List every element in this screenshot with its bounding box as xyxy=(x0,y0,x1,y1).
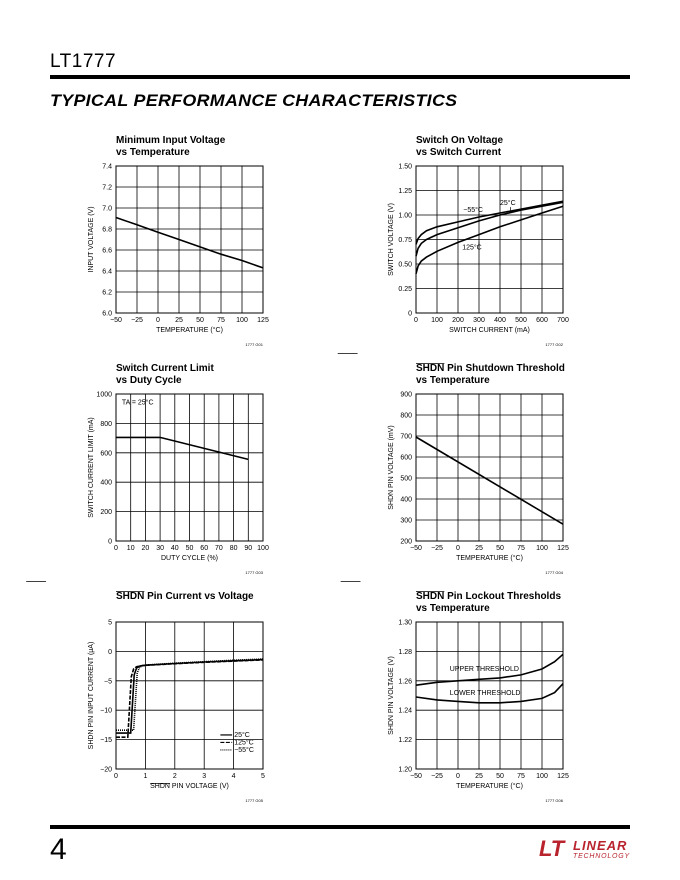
y-tick-label: 0.75 xyxy=(398,237,412,244)
y-tick-label: 500 xyxy=(400,475,412,483)
x-axis-label: DUTY CYCLE (%) xyxy=(160,555,219,562)
y-tick-label: 300 xyxy=(400,517,412,525)
x-tick-label: −50 xyxy=(410,773,422,780)
x-tick-label: 700 xyxy=(557,317,569,324)
legend-label: 25°C xyxy=(234,732,250,740)
logo-subtitle: TECHNOLOGY xyxy=(573,853,631,860)
y-tick-label: 6.6 xyxy=(102,247,112,255)
gridlines xyxy=(416,166,563,313)
y-tick-label: 5 xyxy=(108,619,112,627)
x-tick-label: 4 xyxy=(231,773,236,780)
series-line xyxy=(416,202,563,256)
y-tick-label: 0 xyxy=(108,648,112,656)
y-tick-label: 0.25 xyxy=(398,286,412,293)
y-tick-label: 600 xyxy=(400,454,412,462)
x-tick-label: −25 xyxy=(431,773,443,780)
plot-frame xyxy=(416,394,563,541)
y-tick-label: 7.4 xyxy=(102,163,112,171)
y-tick-label: 1.28 xyxy=(398,648,412,656)
y-axis-label: SHDN PIN INPUT CURRENT (µA) xyxy=(88,641,95,750)
y-axis-label: INPUT VOLTAGE (V) xyxy=(88,206,95,273)
x-tick-label: 70 xyxy=(215,545,223,552)
gridlines xyxy=(416,394,563,541)
x-tick-label: 100 xyxy=(536,773,548,780)
chart-title-line: SHDN Pin Shutdown Threshold xyxy=(416,363,565,374)
figure-code: 1777 G05 xyxy=(245,798,263,803)
y-tick-label: 200 xyxy=(400,538,412,546)
x-tick-label: 20 xyxy=(141,545,150,552)
annotation-label: TA = 25°C xyxy=(121,399,154,407)
chart-title-line: SHDN Pin Current vs Voltage xyxy=(116,591,254,602)
gridlines xyxy=(116,166,263,313)
y-tick-label: 1.26 xyxy=(398,678,412,686)
legend-label: −55°C xyxy=(234,747,254,755)
y-tick-label: 7.2 xyxy=(102,184,112,192)
series-line xyxy=(116,660,263,734)
annotation-label: UPPER THRESHOLD xyxy=(449,666,519,674)
logo-wordmark: LINEAR xyxy=(573,838,628,853)
x-tick-label: 100 xyxy=(236,317,248,324)
x-tick-label: 30 xyxy=(156,545,164,552)
x-tick-label: 3 xyxy=(202,773,207,780)
annotation-label: 125°C xyxy=(462,244,482,252)
y-tick-label: 1.30 xyxy=(398,619,412,627)
y-tick-label: 6.8 xyxy=(102,226,112,234)
y-tick-label: −10 xyxy=(100,707,112,715)
x-tick-label: 25 xyxy=(475,545,483,552)
y-tick-label: 7.0 xyxy=(102,205,112,213)
y-tick-label: 1.20 xyxy=(398,766,412,774)
x-tick-label: 75 xyxy=(517,773,525,780)
chart-title-line: Switch Current Limit xyxy=(116,363,214,374)
x-tick-label: 5 xyxy=(261,773,265,780)
x-tick-label: 125 xyxy=(557,545,569,552)
annotation-label: 25°C xyxy=(500,200,516,208)
y-tick-label: 800 xyxy=(100,420,112,428)
x-tick-label: 500 xyxy=(515,317,527,324)
y-axis-label: SWITCH CURRENT LIMIT (mA) xyxy=(88,417,95,518)
x-tick-label: 0 xyxy=(114,773,118,780)
x-tick-label: −50 xyxy=(110,317,122,324)
x-tick-label: 1 xyxy=(143,773,148,780)
figure-code: 1777 G02 xyxy=(545,342,563,347)
figure-code: 1777 G04 xyxy=(545,570,563,575)
linear-technology-logo xyxy=(539,836,634,866)
x-tick-label: −25 xyxy=(131,317,143,324)
chart-switch-on-voltage xyxy=(380,130,605,355)
legend-label: 125°C xyxy=(234,739,254,747)
x-tick-label: 0 xyxy=(414,317,418,324)
figure-code: 1777 G03 xyxy=(245,570,263,575)
y-tick-label: 6.0 xyxy=(102,310,112,318)
y-tick-label: 6.4 xyxy=(102,268,112,276)
part-number: LT1777 xyxy=(50,51,117,72)
x-tick-label: 50 xyxy=(196,317,204,324)
series-line xyxy=(116,437,248,459)
series-line xyxy=(416,201,563,244)
y-tick-label: 1.50 xyxy=(398,163,412,171)
x-tick-label: 300 xyxy=(473,317,485,324)
x-tick-label: 75 xyxy=(517,545,525,552)
x-tick-label: 0 xyxy=(114,545,118,552)
y-tick-label: 800 xyxy=(400,412,412,420)
x-tick-label: 100 xyxy=(257,545,269,552)
y-tick-label: −20 xyxy=(100,766,112,774)
y-tick-label: 1.00 xyxy=(398,212,412,220)
x-axis-label: TEMPERATURE (°C) xyxy=(456,783,523,790)
x-tick-label: 50 xyxy=(185,545,194,552)
chart-title-line: vs Temperature xyxy=(416,375,490,386)
footer-rule xyxy=(50,825,630,829)
y-tick-label: 1.22 xyxy=(398,737,412,745)
x-axis-label: TEMPERATURE (°C) xyxy=(456,555,523,562)
y-axis-label: SWITCH VOLTAGE (V) xyxy=(388,203,395,276)
series-line xyxy=(116,218,263,268)
y-tick-label: 0.50 xyxy=(398,261,412,269)
x-tick-label: 125 xyxy=(557,773,569,780)
x-tick-label: 200 xyxy=(452,317,464,324)
figure-code: 1777 G01 xyxy=(245,342,263,347)
y-tick-label: −5 xyxy=(104,678,112,686)
annotation-label: LOWER THRESHOLD xyxy=(449,689,521,697)
figure-code: 1777 G06 xyxy=(545,798,563,803)
x-tick-label: 60 xyxy=(200,545,209,552)
chart-title-line: SHDN Pin Lockout Thresholds xyxy=(416,591,562,602)
x-tick-label: 100 xyxy=(431,317,443,324)
x-tick-label: 100 xyxy=(536,545,548,552)
chart-title-line: Minimum Input Voltage xyxy=(116,135,226,146)
chart-min-input-voltage xyxy=(80,130,305,355)
x-axis-label: SHDN PIN VOLTAGE (V) xyxy=(150,783,229,790)
logo-mark: LT xyxy=(539,836,565,861)
x-tick-label: 40 xyxy=(170,545,179,552)
page-number: 4 xyxy=(50,833,67,866)
y-tick-label: 900 xyxy=(400,391,412,399)
x-tick-label: 125 xyxy=(257,317,269,324)
plot-frame xyxy=(116,166,263,313)
x-tick-label: 0 xyxy=(456,545,460,552)
y-tick-label: −15 xyxy=(100,737,112,745)
section-title: TYPICAL PERFORMANCE CHARACTERISTICS xyxy=(50,91,458,110)
y-tick-label: 0 xyxy=(408,310,412,318)
x-axis-label: SWITCH CURRENT (mA) xyxy=(449,327,530,334)
annotation-label: −55°C xyxy=(463,207,483,215)
chart-title-line: vs Temperature xyxy=(116,147,190,158)
y-tick-label: 700 xyxy=(400,433,412,441)
y-axis-label: SHDN PIN VOLTAGE (mV) xyxy=(388,425,395,510)
chart-switch-current-limit xyxy=(80,358,305,583)
x-tick-label: 0 xyxy=(456,773,460,780)
x-tick-label: 2 xyxy=(172,773,177,780)
x-tick-label: 400 xyxy=(494,317,506,324)
chart-title-line: vs Switch Current xyxy=(416,147,502,158)
x-tick-label: −25 xyxy=(431,545,443,552)
x-tick-label: 25 xyxy=(175,317,183,324)
y-tick-label: 400 xyxy=(100,479,112,487)
y-axis-label: SHDN PIN VOLTAGE (V) xyxy=(388,656,395,735)
x-tick-label: 50 xyxy=(496,773,504,780)
x-tick-label: 50 xyxy=(496,545,504,552)
chart-shdn-lockout-thresholds xyxy=(380,586,605,811)
y-tick-label: 1.25 xyxy=(398,188,412,195)
chart-title-line: vs Temperature xyxy=(416,603,490,614)
y-tick-label: 0 xyxy=(108,538,112,546)
chart-shdn-pin-current xyxy=(80,586,305,811)
x-tick-label: 0 xyxy=(156,317,160,324)
x-tick-label: 90 xyxy=(244,545,253,552)
x-tick-label: −50 xyxy=(410,545,422,552)
series-line xyxy=(116,659,263,730)
header-rule xyxy=(50,75,630,79)
chart-title-line: vs Duty Cycle xyxy=(116,375,182,386)
y-tick-label: 400 xyxy=(400,496,412,504)
x-axis-label: TEMPERATURE (°C) xyxy=(156,327,223,334)
y-tick-label: 200 xyxy=(100,509,112,517)
y-tick-label: 1000 xyxy=(96,391,112,399)
gridlines xyxy=(116,394,263,541)
x-tick-label: 10 xyxy=(126,545,135,552)
y-tick-label: 6.2 xyxy=(102,289,112,297)
y-tick-label: 1.24 xyxy=(398,707,412,715)
x-tick-label: 600 xyxy=(536,317,548,324)
x-tick-label: 80 xyxy=(229,545,238,552)
y-tick-label: 600 xyxy=(100,450,112,458)
chart-title-line: Switch On Voltage xyxy=(416,135,504,146)
x-tick-label: 75 xyxy=(217,317,225,324)
series-line xyxy=(416,437,563,524)
chart-shdn-shutdown-threshold xyxy=(380,358,605,583)
x-tick-label: 25 xyxy=(475,773,483,780)
